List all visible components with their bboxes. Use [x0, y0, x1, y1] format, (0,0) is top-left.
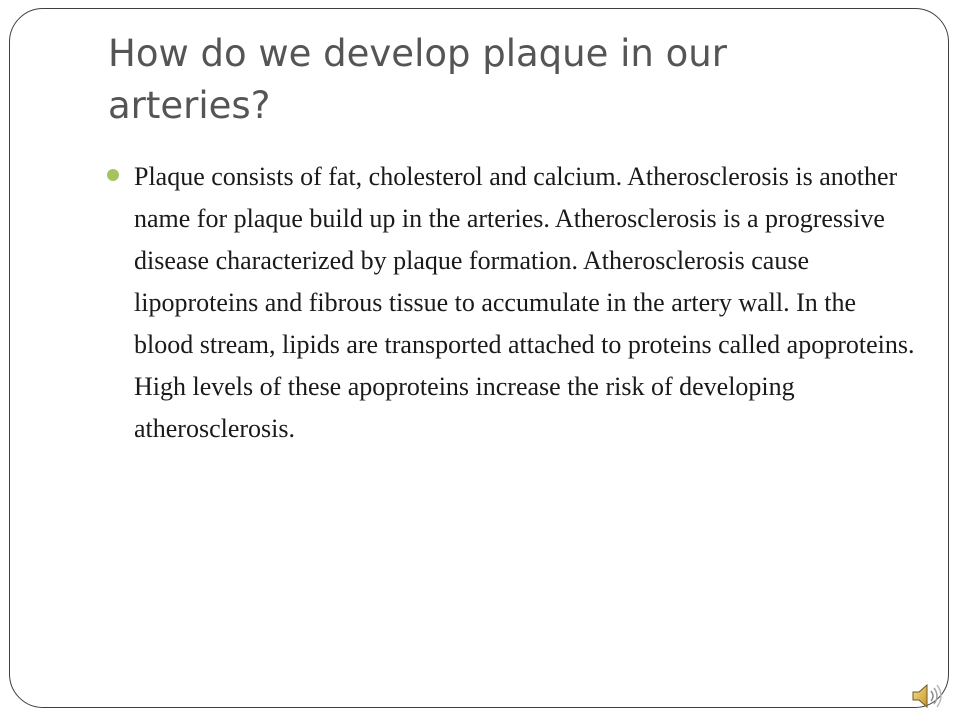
- bullet-text: Plaque consists of fat, cholesterol and calcium. Atherosclerosis is another name for plaque build up in the arteries. Atherosclerosis is a progressive disease characterized by plaque formation. Atherosclerosis cause lipoproteins and fibrous tissue to accumulate in the artery wall. In the blood stream, lipids are transported attached to proteins called apoproteins. High levels of these apoproteins increase the risk of developing atherosclerosis.: [134, 162, 915, 443]
- speaker-icon[interactable]: [910, 682, 946, 710]
- slide-title: How do we develop plaque in our arteries?: [108, 32, 727, 127]
- bullet-dot: [107, 169, 119, 181]
- bullet-list: [107, 156, 917, 450]
- bullet-item: [107, 156, 917, 450]
